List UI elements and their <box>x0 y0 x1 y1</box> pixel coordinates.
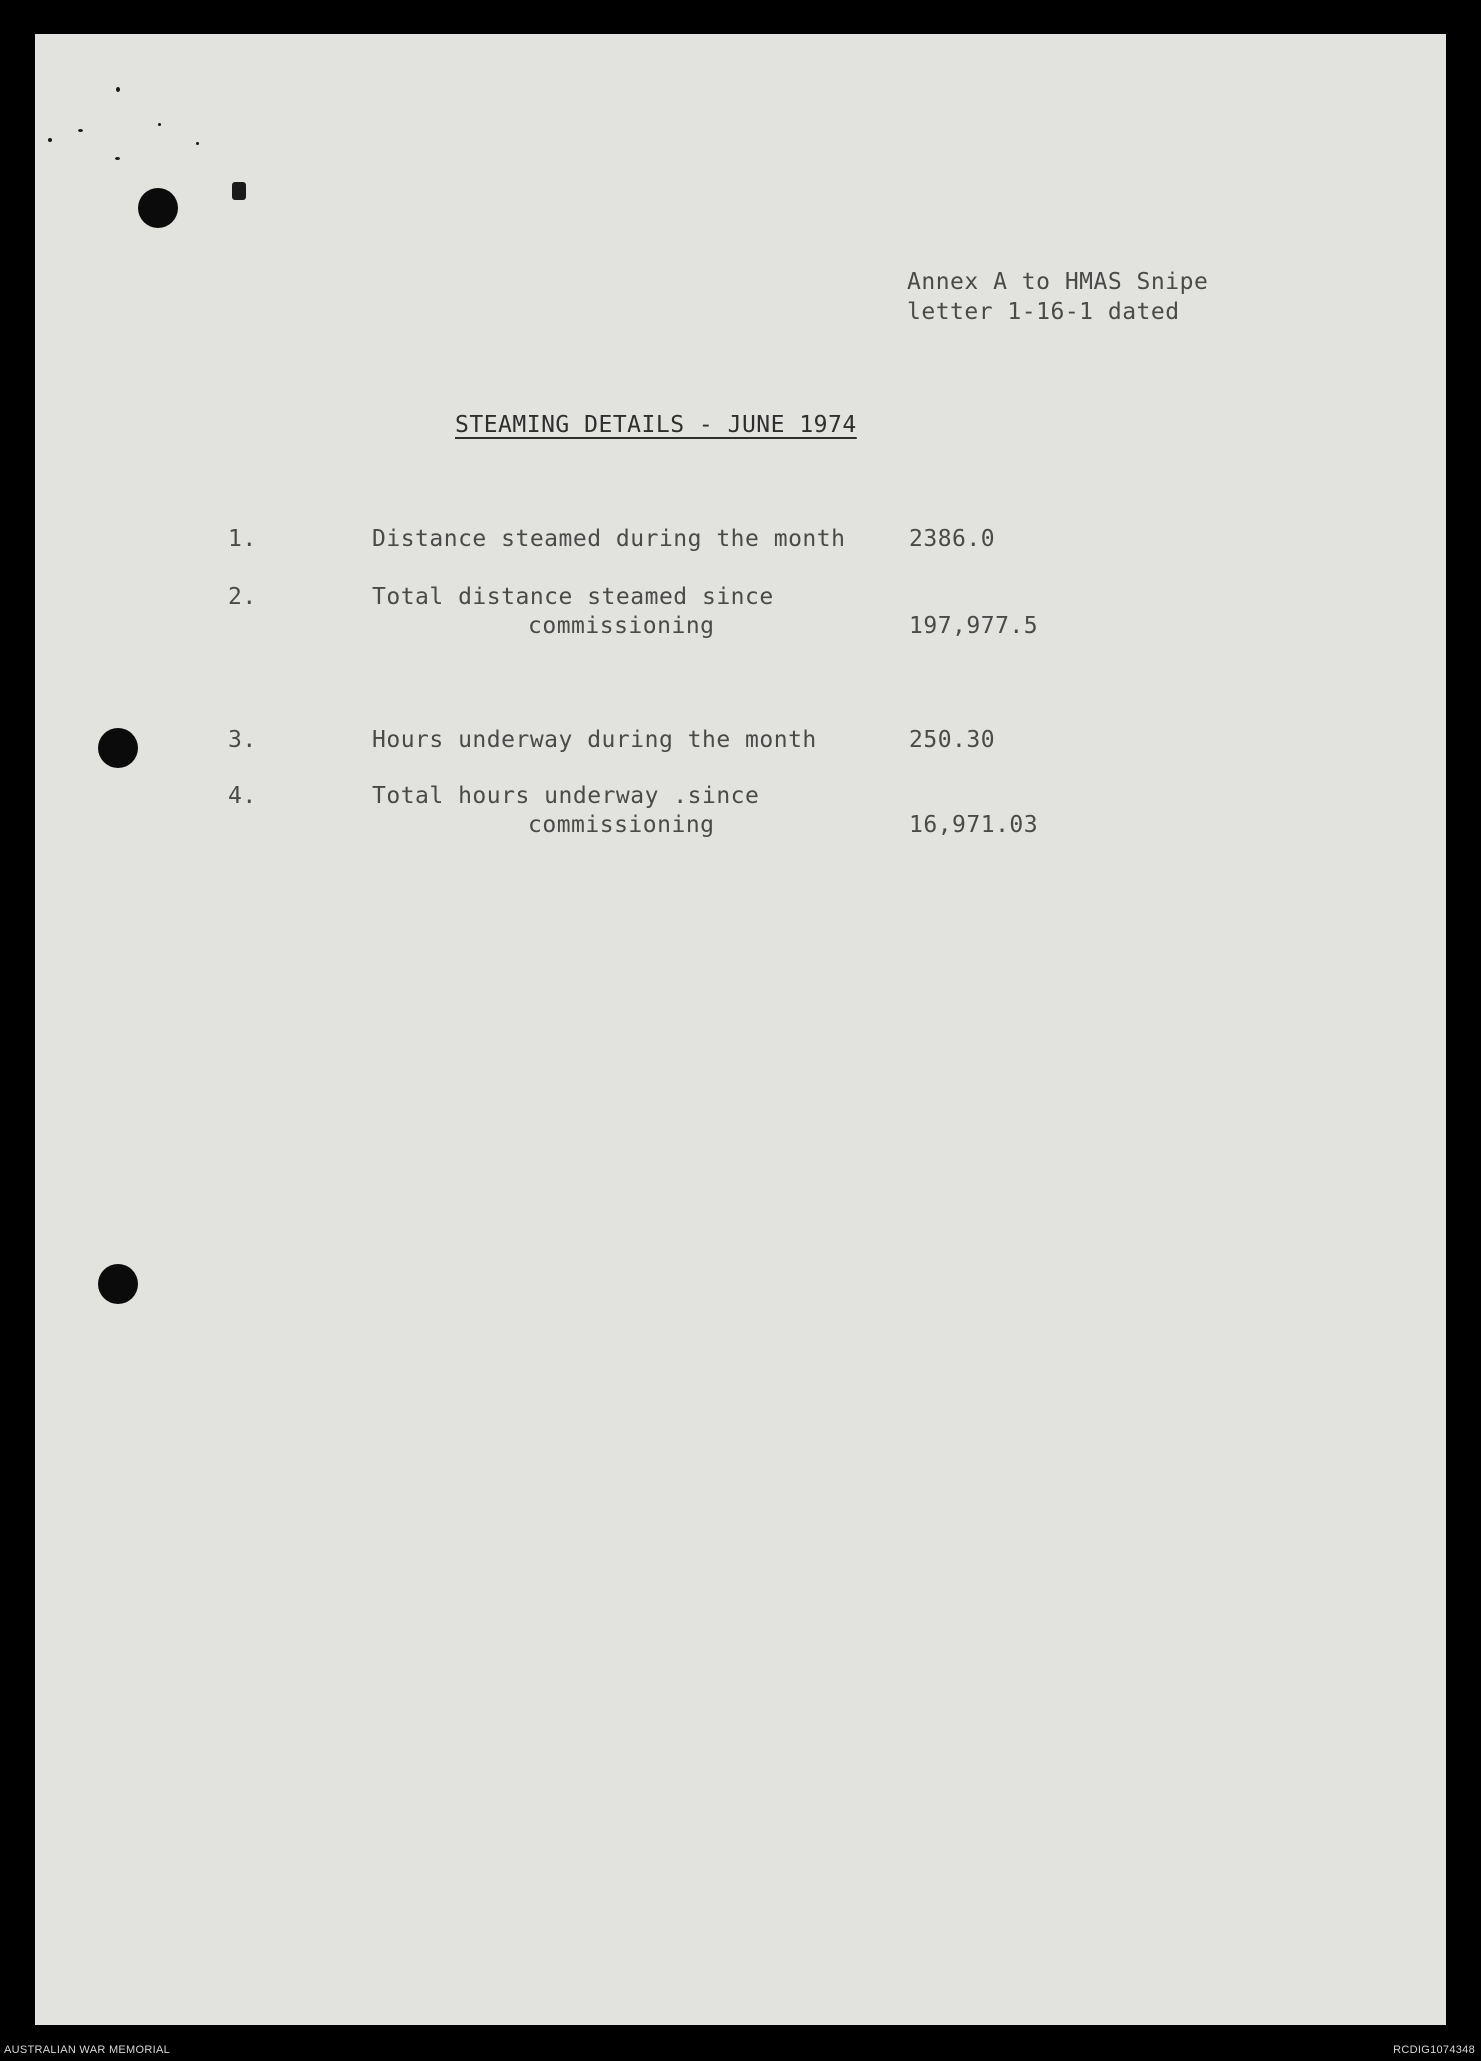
annex-reference <box>907 267 1208 327</box>
staple-mark <box>116 87 120 92</box>
item-value: 250.30 <box>909 727 996 753</box>
item-label: Total hours underway .since <box>372 783 760 809</box>
item-label-continuation: commissioning <box>528 613 715 639</box>
staple-mark <box>196 142 199 145</box>
annex-line-1: Annex A to HMAS Snipe <box>907 269 1209 295</box>
annex-line-2: letter 1-16-1 dated <box>907 299 1180 325</box>
staple-mark <box>158 123 161 126</box>
staple-mark <box>115 157 120 160</box>
staple-mark <box>232 182 246 200</box>
item-label-continuation: commissioning <box>528 812 715 838</box>
item-number: 3. <box>228 727 257 753</box>
footer-id: RCDIG1074348 <box>1393 2044 1475 2056</box>
item-label: Total distance steamed since <box>372 584 774 610</box>
punch-hole <box>98 1264 138 1304</box>
footer-credit: AUSTRALIAN WAR MEMORIAL <box>4 2044 171 2056</box>
item-number: 4. <box>228 783 257 809</box>
item-value: 197,977.5 <box>909 613 1039 639</box>
item-value: 16,971.03 <box>909 812 1039 838</box>
punch-hole <box>138 188 178 228</box>
item-number: 1. <box>228 526 257 552</box>
staple-mark <box>48 138 52 142</box>
item-value: 2386.0 <box>909 526 996 552</box>
document-page <box>35 34 1446 2025</box>
item-number: 2. <box>228 584 257 610</box>
item-label: Hours underway during the month <box>372 727 817 753</box>
page-title: STEAMING DETAILS - JUNE 1974 <box>455 412 857 438</box>
staple-mark <box>78 129 83 132</box>
item-label: Distance steamed during the month <box>372 526 846 552</box>
punch-hole <box>98 728 138 768</box>
